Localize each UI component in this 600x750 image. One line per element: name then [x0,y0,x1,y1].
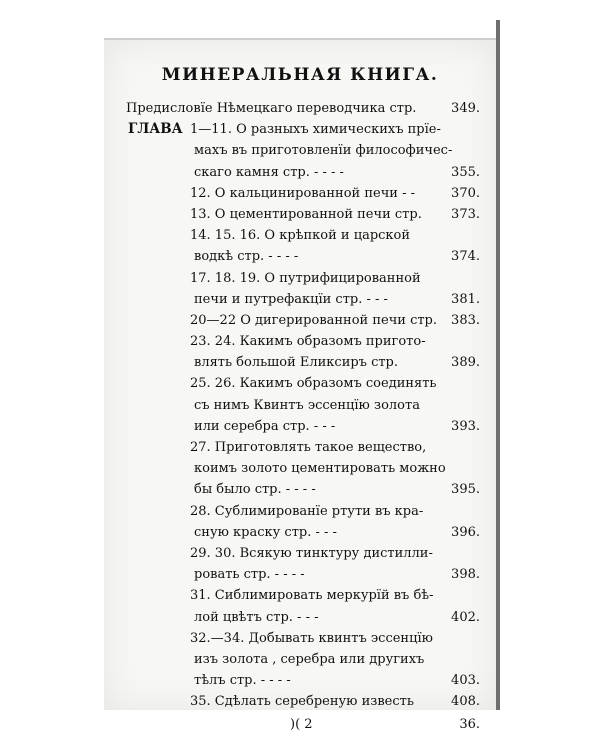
toc-entry [104,331,496,352]
toc-entry [104,246,496,267]
toc-page-number: 389. [451,355,480,371]
toc-entry-text: 28. Сублимированїе ртути въ кра- [190,503,424,519]
toc-entry [104,670,496,691]
toc-entry-text: скаго камня стр. - - - - [194,164,344,180]
toc-entry-text: водкѣ стр. - - - - [194,249,299,265]
chapter-label: ГЛАВА [128,121,183,138]
toc-entry [104,543,496,564]
toc-entry-text: Предисловїе Нѣмецкаго переводчика стр. [126,101,417,116]
page-title: МИНЕРАЛЬНАЯ КНИГА. [161,65,439,85]
toc-page-number: 398. [451,567,480,583]
toc-entry [104,628,496,649]
toc-entry-text: бы было стр. - - - - [194,482,316,498]
toc-entry [104,458,496,479]
toc-entry [104,310,496,331]
toc-entry [104,373,496,394]
toc-entry-text: изъ золота , серебра или другихъ [194,651,425,667]
toc-entry-text: 20—22 О дигерированной печи стр. [190,312,438,328]
toc-entry-text: печи и путрефакцїи стр. - - - [194,291,388,307]
toc-entry [104,268,496,289]
toc-page-number: 373. [451,206,480,222]
toc-entry-text: ровать стр. - - - - [194,567,305,583]
toc-entry-text: сную краску стр. - - - [194,524,337,540]
toc-page-number: 370. [451,185,480,201]
toc-page-number: 355. [451,164,480,180]
toc-entry [104,437,496,458]
toc-entry-text: 23. 24. Какимъ образомъ пригото- [190,334,426,350]
toc-entry-text: или серебра стр. - - - [194,418,336,434]
toc-entry-text: 14. 15. 16. О крѣпкой и царской [190,228,411,244]
toc-entry-text: влять большой Еликсиръ стр. [194,355,399,371]
toc-entry [104,501,496,522]
toc-entry-text: 1—11. О разныхъ химическихъ прїе- [190,122,441,138]
book-page [104,40,498,733]
toc-entry-text: махъ въ приготовленїи философичес- [194,143,453,159]
toc-page-number: 408. [451,694,480,710]
toc-entry-text: съ нимъ Квинтъ эссенцїю золота [194,397,420,413]
page-footer [104,714,496,735]
toc-entry-text: 35. Сдѣлать серебреную известь [190,694,414,710]
signature-mark: )( 2 [290,717,313,733]
table-of-contents [104,98,496,735]
toc-page-number: 349. [451,101,480,116]
toc-entry [104,691,496,712]
catchword: 36. [459,717,480,733]
toc-page-number: 396. [451,524,480,540]
toc-entry [104,564,496,585]
toc-page-number: 395. [451,482,480,498]
toc-entry [104,649,496,670]
toc-entry-text: 12. О кальцинированной печи - - [190,185,415,201]
toc-entry [104,162,496,183]
toc-page-number: 393. [451,418,480,434]
toc-entry-text: 31. Сиблимировать меркурїй въ бѣ- [190,588,434,604]
toc-entry-text: 25. 26. Какимъ образомъ соединять [190,376,437,392]
toc-entry [104,140,496,161]
toc-entry [104,416,496,437]
toc-entry [104,522,496,543]
toc-entry-text: 13. О цементированной печи стр. [190,206,422,222]
toc-entry [104,352,496,373]
toc-entry [104,119,496,140]
toc-page-number: 374. [451,249,480,265]
toc-entry [104,98,496,119]
toc-entry-text: 17. 18. 19. О путрифицированной [190,270,421,286]
toc-entry [104,607,496,628]
toc-entry-text: тѣлъ стр. - - - - [194,673,291,689]
toc-page-number: 381. [451,291,480,307]
toc-entry-text: 27. Приготовлять такое вещество, [190,440,427,455]
toc-page-number: 403. [451,673,480,689]
toc-entry [104,225,496,246]
toc-entry [104,479,496,500]
toc-entry-text: 32.—34. Добывать квинтъ эссенцїю [190,630,433,646]
toc-entry [104,204,496,225]
toc-page-number: 383. [451,312,480,328]
toc-entry [104,395,496,416]
toc-entry-text: коимъ золото цементировать можно [194,461,446,477]
page-side-edge [496,20,500,710]
toc-entry [104,585,496,606]
toc-entry-text: лой цвѣтъ стр. - - - [194,609,319,625]
toc-entry [104,289,496,310]
toc-entry-text: 29. 30. Всякую тинктуру дистилли- [190,545,433,561]
toc-page-number: 402. [451,609,480,625]
toc-entry [104,183,496,204]
